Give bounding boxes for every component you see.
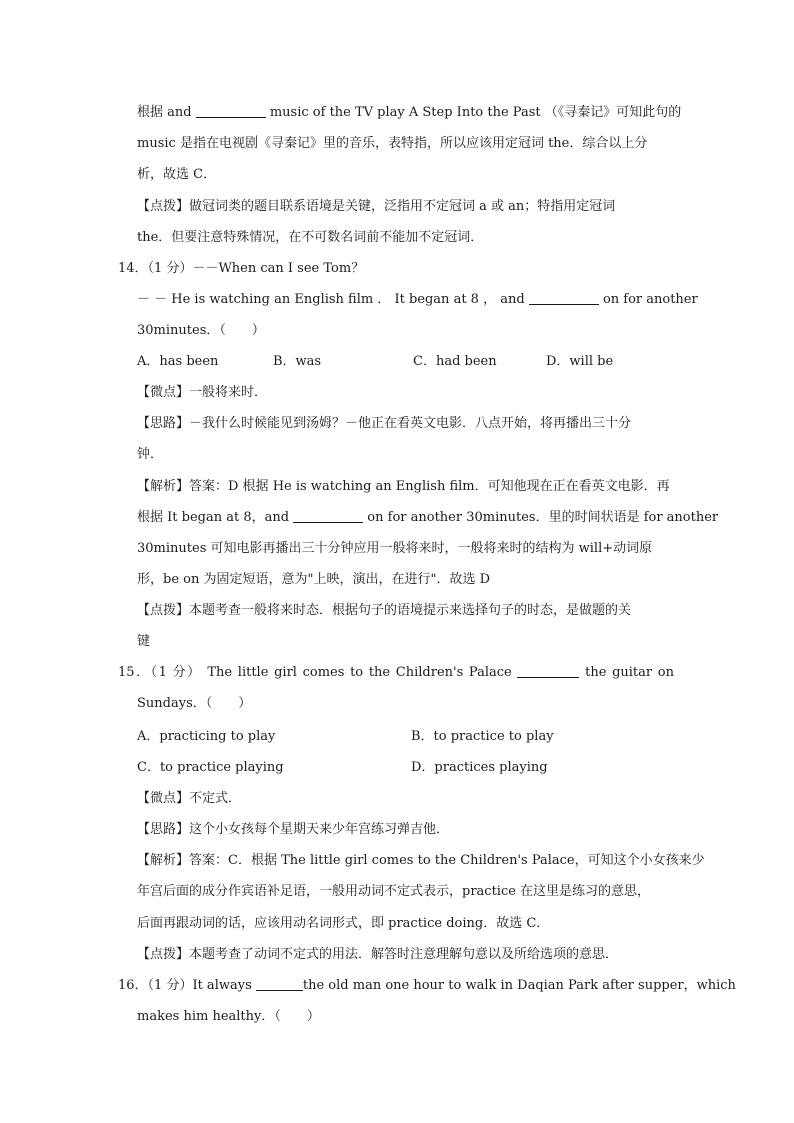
option-c: C．had been: [413, 354, 497, 369]
analysis-line: 【解析】答案：D 根据 He is watching an English film．可知他现在正在看英文电影．再: [137, 479, 670, 494]
option-d: D．practices playing: [411, 760, 548, 775]
analysis-line: 根据 It began at 8，and on for another 30minutes．里的时间状语是 for another: [137, 510, 719, 525]
analysis-line: 30minutes 可知电影再播出三十分钟应用一般将来时，一般将来时的结构为 will+动词原: [137, 541, 653, 556]
knowledge-point: 【微点】一般将来时．: [137, 385, 268, 400]
question-15-stem: 15．（1 分） The little girl comes to the Children's Palace the guitar on: [118, 665, 674, 680]
reasoning-line: 【思路】－我什么时候能见到汤姆？－他正在看英文电影．八点开始，将再播出三十分: [137, 416, 632, 431]
question-14-line: 30minutes．（ ）: [137, 323, 265, 338]
tip-line: 【点拨】做冠词类的题目联系语境是关键，泛指用不定冠词 a 或 an；特指用定冠词: [137, 199, 616, 214]
text-line: 根据 and music of the TV play A Step Into the Past （《寻秦记》可知此句的: [137, 105, 682, 120]
analysis-line: 形，be on 为固定短语，意为"上映，演出，在进行"．故选 D: [137, 572, 490, 587]
answer-blank: [517, 663, 579, 678]
option-c: C．to practice playing: [137, 760, 284, 775]
reasoning-line: 【思路】这个小女孩每个星期天来少年宫练习弹吉他．: [137, 822, 450, 837]
reasoning-line: 钟．: [137, 447, 164, 462]
question-14-line: － － He is watching an English film ． It began at 8 ， and on for another: [137, 292, 698, 307]
tip-line: 键: [137, 634, 151, 649]
option-d: D．will be: [546, 354, 614, 369]
tip-line: 【点拨】本题考查了动词不定式的用法．解答时注意理解句意以及所给选项的意思．: [137, 947, 619, 962]
option-a: A．practicing to play: [137, 729, 276, 744]
answer-blank: [196, 103, 266, 118]
question-14-stem: 14．（1 分）－－When can I see Tom？: [118, 261, 365, 276]
text-line: 析，故选 C．: [137, 167, 217, 182]
answer-blank: [529, 290, 599, 305]
tip-line: 【点拨】本题考查一般将来时态．根据句子的语境提示来选择句子的时态，是做题的关: [137, 603, 632, 618]
answer-blank: [256, 976, 303, 991]
analysis-line: 后面再跟动词的话，应该用动名词形式，即 practice doing．故选 C．: [137, 916, 550, 931]
text-line: music 是指在电视剧《寻秦记》里的音乐，表特指，所以应该用定冠词 the．综合以上分: [137, 136, 648, 151]
answer-blank: [293, 508, 363, 523]
question-15-line: Sundays．（ ）: [137, 696, 252, 711]
knowledge-point: 【微点】不定式．: [137, 791, 242, 806]
question-16-stem: 16．（1 分）It always the old man one hour to walk in Daqian Park after supper，which: [118, 978, 736, 993]
analysis-line: 年宫后面的成分作宾语补足语，一般用动词不定式表示，practice 在这里是练习的意思，: [137, 884, 651, 899]
analysis-line: 【解析】答案：C．根据 The little girl comes to the Children's Palace，可知这个小女孩来少: [137, 853, 705, 868]
question-16-line: makes him healthy．（ ）: [137, 1009, 320, 1024]
text-line: the．但要注意特殊情况，在不可数名词前不能加不定冠词．: [137, 230, 484, 245]
option-b: B．was: [273, 354, 322, 369]
option-a: A．has been: [137, 354, 219, 369]
option-b: B．to practice to play: [411, 729, 554, 744]
